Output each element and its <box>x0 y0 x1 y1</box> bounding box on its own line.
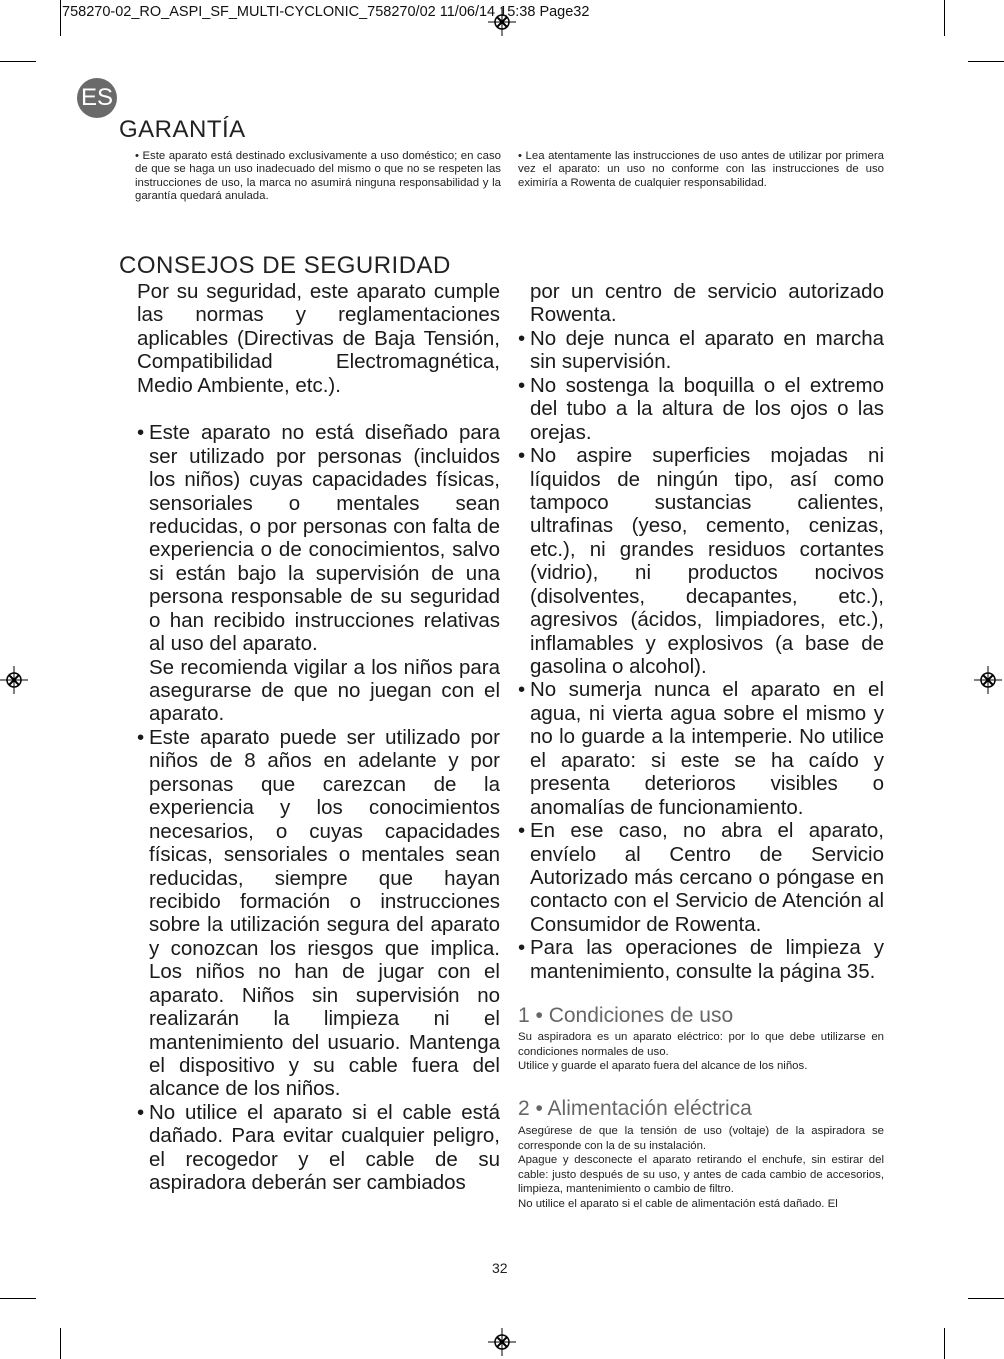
print-slug: 758270-02_RO_ASPI_SF_MULTI-CYCLONIC_758270/02 11/06/14 15:38 Page32 <box>62 4 590 20</box>
safety-bullet: • No sumerja nunca el aparato en el agua, ni vierta agua sobre el mismo y no lo guarde a la intemperie. No utilice el aparato: si este se ha caído y presenta deterioros visibles o anomalías de funcionamiento. <box>518 678 884 819</box>
safety-bullet: • No deje nunca el aparato en marcha sin supervisión. <box>518 327 884 374</box>
consejos-title: CONSEJOS DE SEGURIDAD <box>119 252 451 279</box>
safety-bullet: • Este aparato no está diseñado para ser utilizado por personas (incluidos los niños) cuyas capacidades físicas, sensoriales o mentales sean reducidas, o por personas con falta de experiencia o de conocimientos, salvo si están bajo la supervisión de una persona responsable de su seguridad o han recibido instrucciones relativas al uso del aparato. <box>137 421 500 655</box>
section-1-line: Utilice y guarde el aparato fuera del alcance de los niños. <box>518 1060 808 1072</box>
safety-bullet: • No aspire superficies mojadas ni líquidos de ningún tipo, así como tampoco sustancias calientes, ultrafinas (yeso, cemento, cenizas, etc.), ni grandes residuos cortantes (vidrio), ni productos nocivos (disolventes, decapantes, etc.), agresivos (ácidos, limpiadores, etc.), inflamables y explosivos (a base de gasolina o alcohol). <box>518 444 884 678</box>
crop-mark <box>60 0 61 36</box>
safety-continuation: por un centro de servicio autorizado Rowenta. <box>530 280 884 327</box>
right-column <box>518 280 884 983</box>
section-2-line: Apague y desconecte el aparato retirando el enchufe, sin estirar del cable: justo después de su uso, y antes de cada cambio de accesorios, limpieza, mantenimiento o cambio de filtro. <box>518 1154 884 1195</box>
safety-bullet: • Este aparato puede ser utilizado por niños de 8 años en adelante y por personas que carezcan de la experiencia y los conocimientos necesarios, o cuyas capacidades físicas, sensoriales o mentales sean reducidas, siempre que hayan recibido formación o instrucciones sobre la utilización segura del aparato y conozcan los riesgos que implica. Los niños no han de jugar con el aparato. Niños sin supervisión no realizarán la limpieza ni el mantenimiento del usuario. Mantenga el dispositivo y su cable fuera del alcance de los niños. <box>137 726 500 1101</box>
safety-bullet: • Para las operaciones de limpieza y mantenimiento, consulte la página 35. <box>518 936 884 983</box>
page-number: 32 <box>492 1260 508 1276</box>
registration-mark-icon <box>974 666 1002 694</box>
section-1-line: Su aspiradora es un aparato eléctrico: por lo que debe utilizarse en condiciones normales de uso. <box>518 1031 884 1058</box>
safety-note: Se recomienda vigilar a los niños para asegurarse de que no juegan con el aparato. <box>149 655 500 726</box>
crop-mark <box>0 1298 36 1299</box>
registration-mark-icon <box>0 666 28 694</box>
language-badge: ES <box>77 78 117 118</box>
registration-mark-icon <box>488 1328 516 1356</box>
safety-bullet: • No sostenga la boquilla o el extremo del tubo a la altura de los ojos o las orejas. <box>518 374 884 444</box>
section-2-body <box>518 1124 884 1211</box>
crop-mark <box>944 1328 945 1359</box>
safety-bullet: • No utilice el aparato si el cable está dañado. Para evitar cualquier peligro, el recogedor y el cable de su aspiradora deberán ser cambiados <box>137 1101 500 1195</box>
left-column <box>137 280 500 1195</box>
safety-bullet: • En ese caso, no abra el aparato, envíelo al Centro de Servicio Autorizado más cercano o póngase en contacto con el Servicio de Atención al Consumidor de Rowenta. <box>518 819 884 936</box>
section-1-title: 1 • Condiciones de uso <box>518 1004 734 1027</box>
crop-mark <box>60 1328 61 1359</box>
crop-mark <box>0 61 36 62</box>
section-1-body <box>518 1030 884 1074</box>
section-2-line: Asegúrese de que la tensión de uso (voltaje) de la aspiradora se corresponde con la de su instalación. <box>518 1125 884 1152</box>
garantia-text-right: • Lea atentamente las instrucciones de uso antes de utilizar por primera vez el aparato: un uso no conforme con las instrucciones de uso eximiría a Rowenta de cualquier responsabilidad. <box>518 150 884 189</box>
section-2-title: 2 • Alimentación eléctrica <box>518 1097 752 1120</box>
crop-mark <box>968 1298 1004 1299</box>
safety-intro: Por su seguridad, este aparato cumple las normas y reglamentaciones aplicables (Directivas de Baja Tensión, Compatibilidad Electromagnética, Medio Ambiente, etc.). <box>137 280 500 397</box>
crop-mark <box>944 0 945 36</box>
garantia-title: GARANTÍA <box>119 116 246 143</box>
garantia-text-left: • Este aparato está destinado exclusivamente a uso doméstico; en caso de que se haga un uso inadecuado del mismo o que no se respeten las instrucciones de uso, la marca no asumirá ninguna responsabilidad y la garantía quedará anulada. <box>135 150 501 203</box>
crop-mark <box>968 61 1004 62</box>
section-2-line: No utilice el aparato si el cable de alimentación está dañado. El <box>518 1197 838 1210</box>
